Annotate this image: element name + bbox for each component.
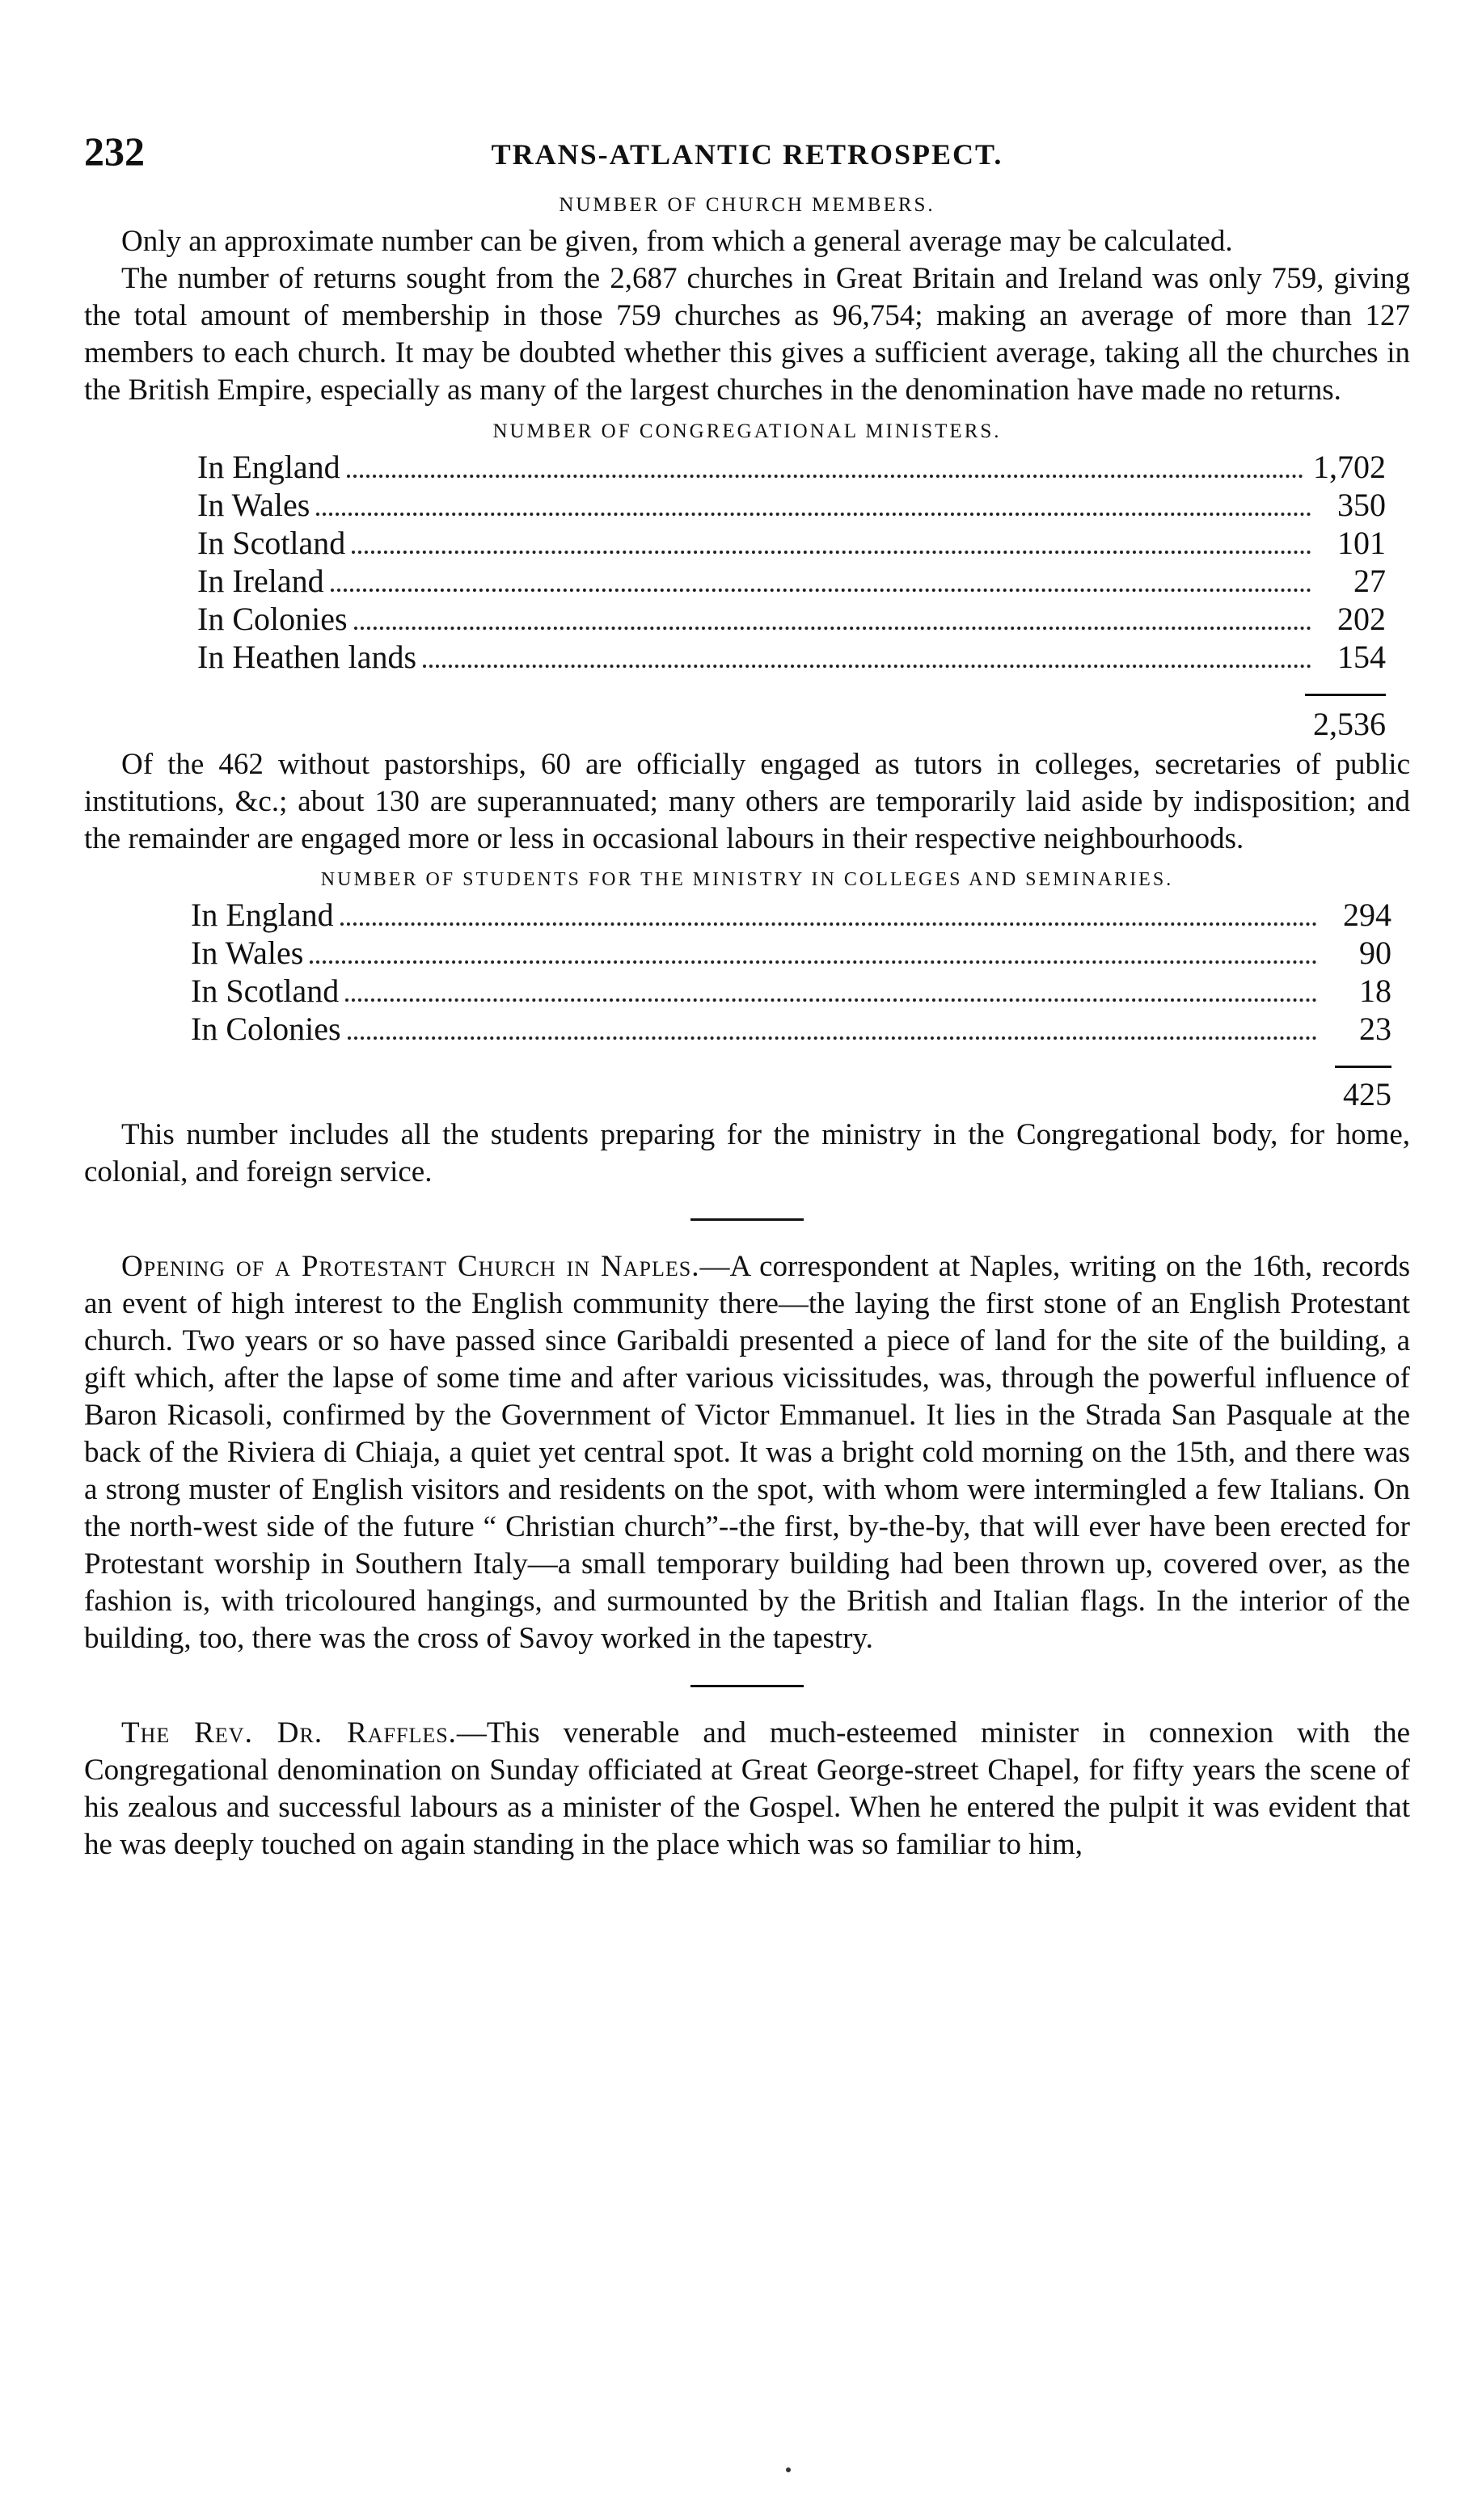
table-row — [197, 524, 1386, 562]
dot-leader — [423, 665, 1311, 668]
row-value: 350 — [1337, 487, 1386, 523]
raffles-paragraph — [84, 1715, 1410, 1864]
dot-leader — [340, 922, 1317, 926]
ministers-table — [197, 448, 1386, 745]
row-value: 1,702 — [1313, 449, 1386, 485]
church-members-paragraph-2: The number of returns sought from the 2,687 churches in Great Britain and Ireland was only 759, giving the total amount of membership in those 759 churches as 96,754; making an average of more than 127 members to each church. It may be doubted whether this gives a sufficient average, taking all the churches in the British Empire, especially as many of the largest churches in the denomination have made no returns. — [84, 262, 1410, 407]
sum-rule — [1335, 1066, 1391, 1068]
naples-paragraph — [84, 1248, 1410, 1657]
naples-body: —A correspondent at Naples, writing on the 16th, records an event of high interest to the English community there—the laying the first stone of an English Protestant church. Two years or so have passed since Garibaldi presented a piece of land for the site of the building, a gift which, after the lapse of some time and after various vicissitudes, was, through the powerful influence of Baron Ricasoli, confirmed by the Government of Victor Emmanuel. It lies in the Strada San Pasquale at the back of the Riviera di Chiaja, a quiet yet central spot. It was a bright cold morning on the 15th, and there was a strong muster of English visitors and residents on the spot, with whom were intermingled a few Italians. On the north-west side of the future “ Christian church”--the first, by-the-by, that will ever have been erected for Protestant worship in Southern Italy—a small temporary building had been thrown up, covered over, as the fashion is, with tricoloured hangings, and surmounted by the British and Italian flags. In the interior of the building, too, there was the cross of Savoy worked in the tapestry. — [84, 1250, 1410, 1655]
table-row — [191, 934, 1391, 972]
row-label: In England — [197, 449, 340, 485]
row-label: In Ireland — [197, 563, 324, 599]
row-value: 101 — [1337, 525, 1386, 561]
dot-leader — [352, 551, 1311, 554]
students-table — [191, 896, 1391, 1115]
dot-leader — [348, 1036, 1317, 1040]
raffles-title: The Rev. Dr. Raffles. — [121, 1716, 457, 1750]
church-members-heading: NUMBER OF CHURCH MEMBERS. — [559, 194, 935, 216]
table-row — [197, 600, 1386, 638]
row-value: 27 — [1353, 563, 1386, 599]
row-label: In Wales — [191, 935, 304, 971]
dot-leader — [354, 627, 1311, 630]
row-label: In Wales — [197, 487, 310, 523]
church-members-paragraph-1: Only an approximate number can be given, from which a general average may be calculated. — [121, 225, 1233, 258]
ministers-note: Of the 462 without pastorships, 60 are officially engaged as tutors in colleges, secretaries of public institutions, &c.; about 130 are superannuated; many others are temporarily laid aside by indisposition; and the remainder are engaged more or less in occasional labours in their respective neighbourhoods. — [84, 748, 1410, 855]
table-row — [197, 486, 1386, 524]
table-row — [191, 972, 1391, 1010]
table-row — [191, 1010, 1391, 1048]
dot-leader — [331, 589, 1311, 592]
ministers-heading: NUMBER OF CONGREGATIONAL MINISTERS. — [492, 420, 1002, 442]
page-header — [84, 121, 1410, 178]
row-value: 202 — [1337, 601, 1386, 637]
students-note: This number includes all the students preparing for the ministry in the Congregational body, for home, colonial, and foreign service. — [84, 1118, 1410, 1188]
dot-leader — [345, 998, 1317, 1002]
sum-rule — [1305, 694, 1386, 696]
section-divider — [690, 1218, 804, 1221]
table-row — [197, 562, 1386, 600]
dot-leader — [316, 513, 1311, 516]
row-value: 294 — [1343, 897, 1391, 933]
table-row — [191, 896, 1391, 934]
section-divider — [690, 1685, 804, 1687]
row-value: 90 — [1359, 935, 1391, 971]
naples-title: Opening of a Protestant Church in Naples. — [121, 1250, 700, 1283]
students-heading: NUMBER OF STUDENTS FOR THE MINISTRY IN COLLEGES AND SEMINARIES. — [320, 869, 1174, 890]
row-label: In Colonies — [197, 601, 348, 637]
dot-leader — [310, 960, 1317, 964]
row-value: 154 — [1337, 639, 1386, 675]
students-total: 425 — [1343, 1076, 1391, 1112]
row-label: In England — [191, 897, 334, 933]
raffles-body: —This venerable and much-esteemed minister in connexion with the Congregational denomination on Sunday officiated at Great George-street Chapel, for fifty years the scene of his zealous and successful labours as a minister of the Gospel. When he entered the pulpit it was evident that he was deeply touched on again standing in the place which was so familiar to him, — [84, 1716, 1410, 1861]
page — [84, 121, 1410, 1864]
running-title: TRANS-ATLANTIC RETROSPECT. — [491, 138, 1003, 171]
row-label: In Scotland — [191, 973, 340, 1009]
page-number: 232 — [84, 129, 145, 174]
table-row — [197, 638, 1386, 676]
row-label: In Colonies — [191, 1011, 341, 1047]
row-label: In Scotland — [197, 525, 346, 561]
row-value: 23 — [1359, 1011, 1391, 1047]
ministers-total: 2,536 — [1313, 706, 1386, 742]
row-label: In Heathen lands — [197, 639, 417, 675]
dot-leader — [347, 475, 1303, 478]
row-value: 18 — [1359, 973, 1391, 1009]
table-row — [197, 448, 1386, 486]
footer-mark — [786, 2467, 791, 2472]
